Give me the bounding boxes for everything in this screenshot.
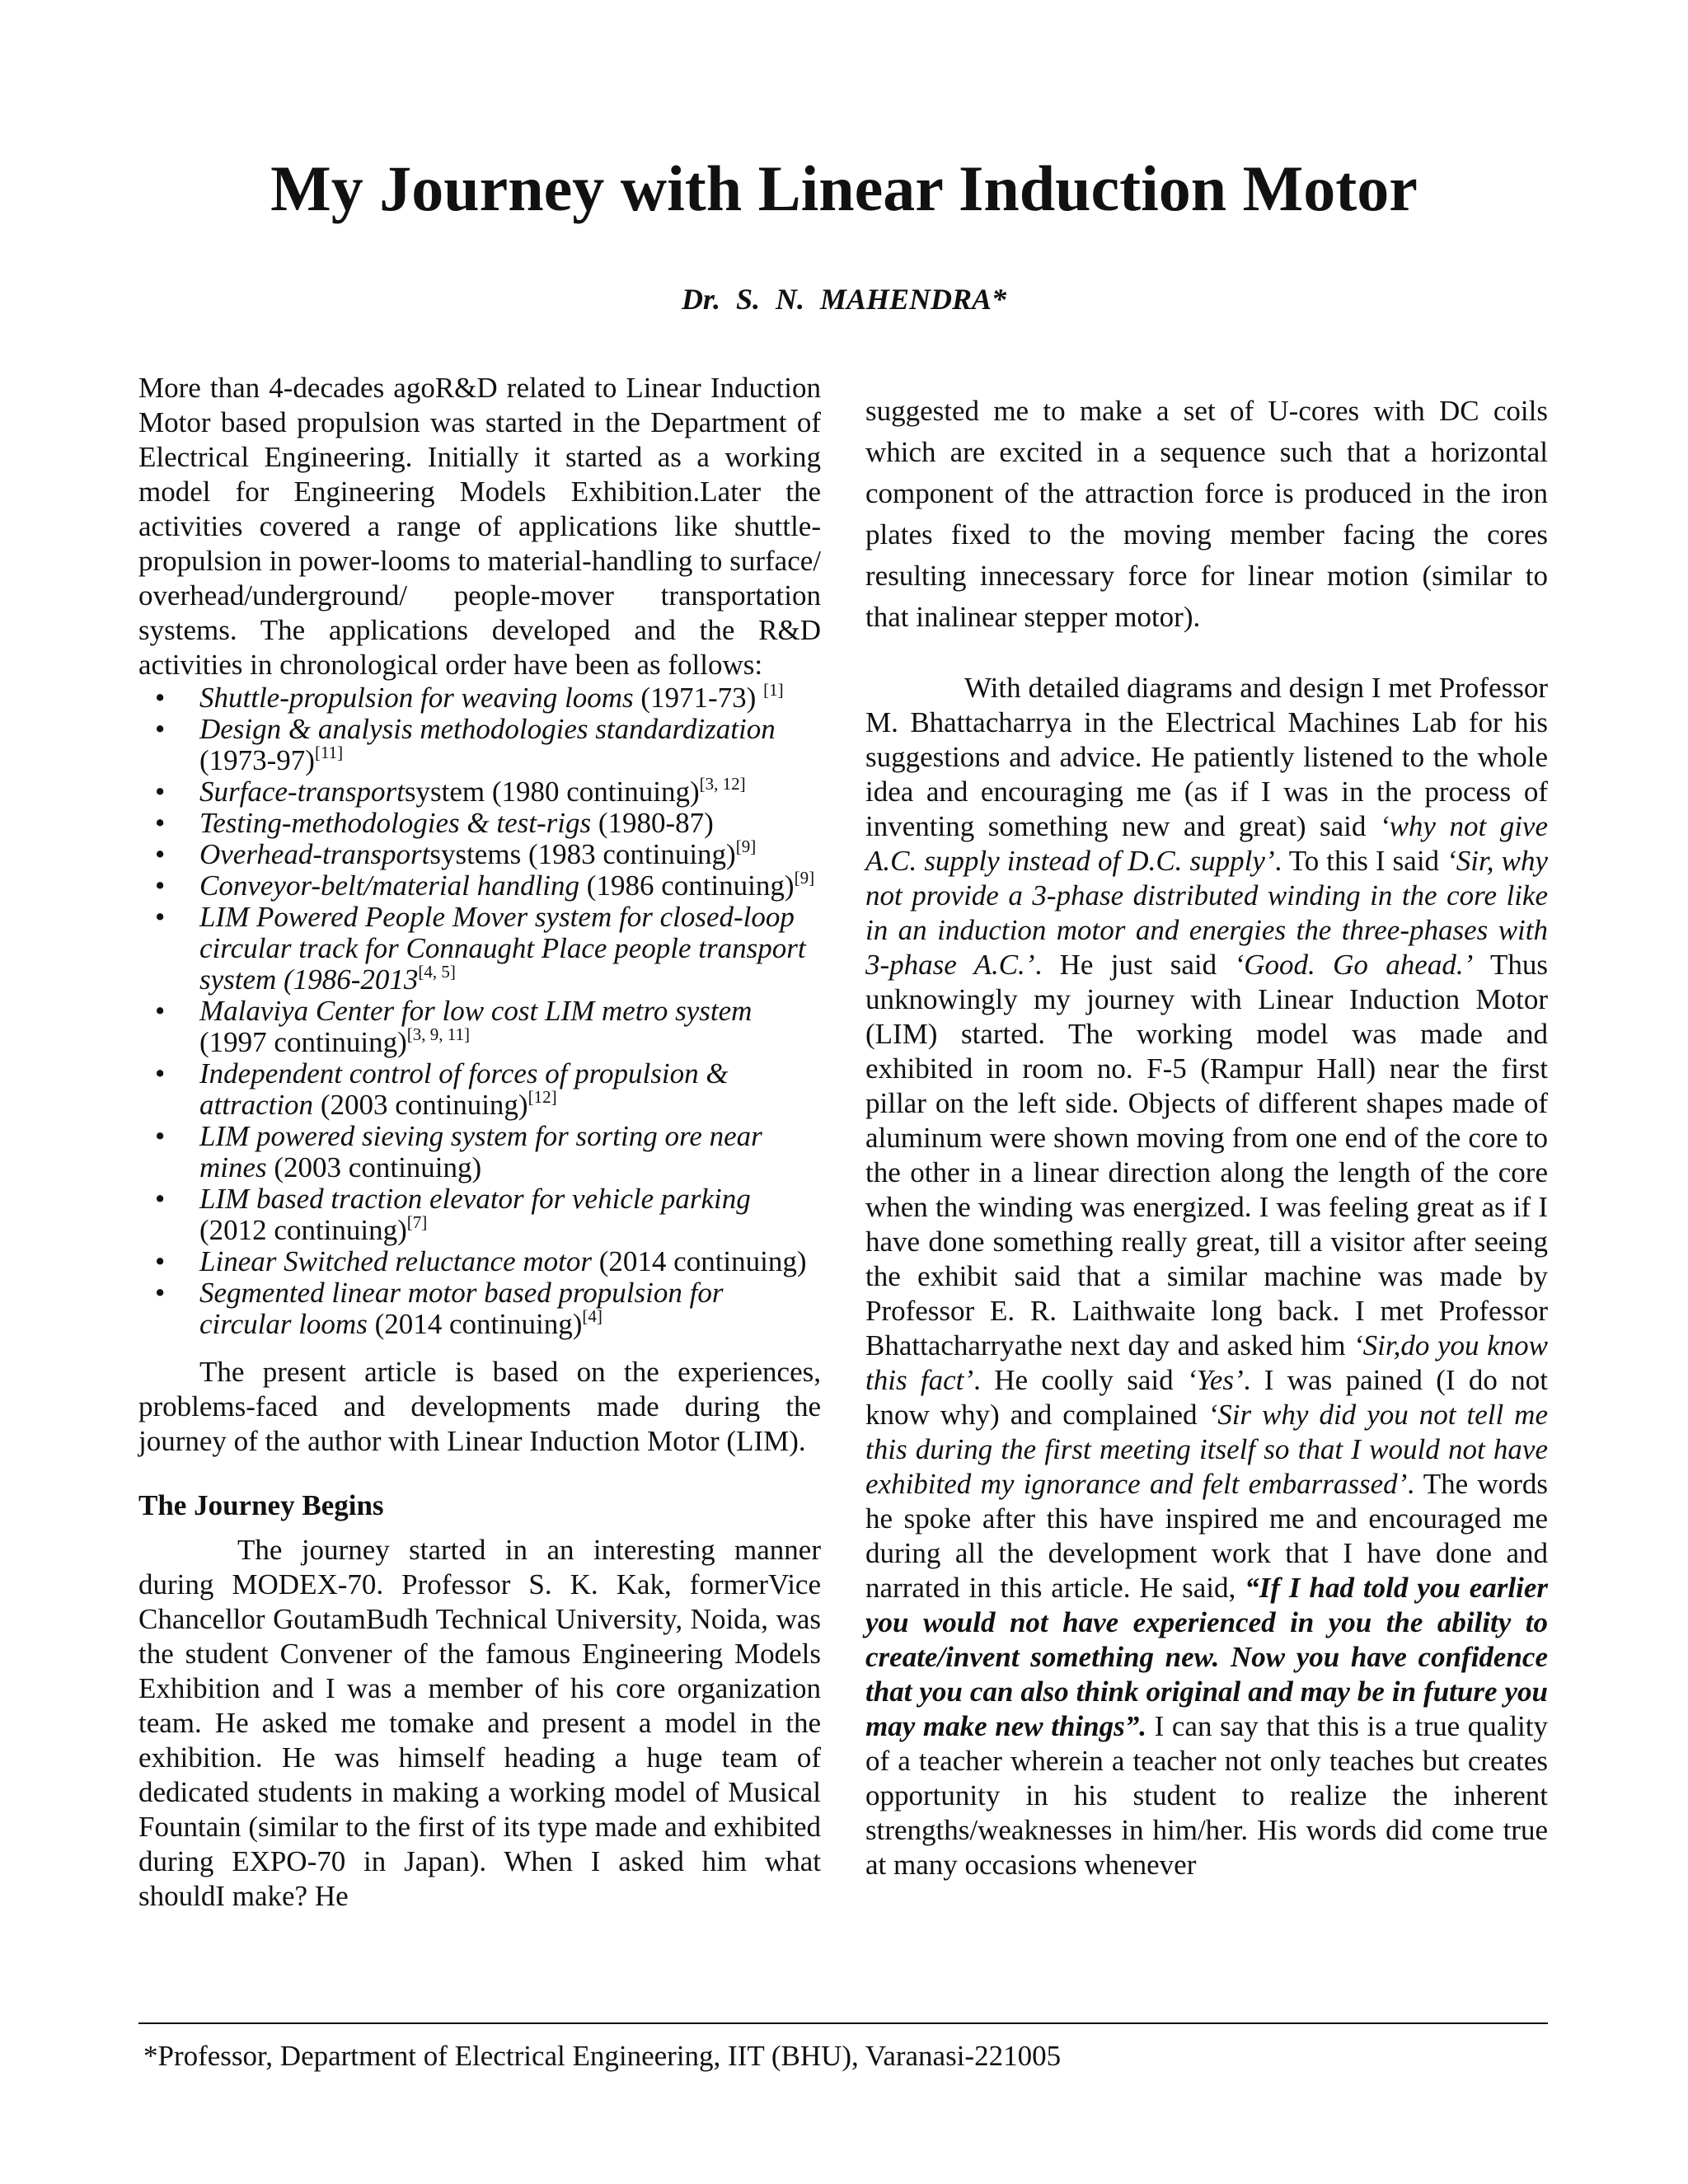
list-item: • Shuttle-propulsion for weaving looms (1971-73) [1]	[138, 682, 821, 714]
applications-list	[138, 682, 821, 1340]
footnote-divider	[138, 2022, 1548, 2024]
author-name: Dr. S. N. MAHENDRA*	[681, 283, 1007, 316]
author-footnote: *Professor, Department of Electrical Engineering, IIT (BHU), Varanasi-221005	[143, 2040, 1062, 2072]
list-item: • LIM powered sieving system for sorting ore near mines (2003 continuing)	[138, 1121, 821, 1183]
list-item: • Segmented linear motor based propulsion for circular looms (2014 continuing)[4]	[138, 1277, 821, 1340]
section-heading: The Journey Begins	[138, 1489, 384, 1521]
list-item: • Testing-methodologies & test-rigs (1980-87)	[138, 808, 821, 839]
right-column	[865, 391, 1548, 1882]
paper-title: My Journey with Linear Induction Motor	[270, 152, 1418, 224]
left-column	[138, 371, 821, 1914]
list-item: • Conveyor-belt/material handling (1986 continuing)[9]	[138, 870, 821, 902]
list-item: • LIM Powered People Mover system for closed-loop circular track for Connaught Place people transport system (1986-2013[4, 5]	[138, 902, 821, 996]
list-item: • Design & analysis methodologies standardization (1973-97)[11]	[138, 714, 821, 776]
list-item: • Independent control of forces of propulsion & attraction (2003 continuing)[12]	[138, 1058, 821, 1121]
right-paragraph-1: suggested me to make a set of U-cores with DC coils which are excited in a sequence such that a horizontal component of the attraction force is produced in the iron plates fixed to the moving member facing the cores resulting innecessary force for linear motion (similar to that inalinear stepper motor).	[865, 395, 1548, 633]
journey-paragraph: The journey started in an interesting manner during MODEX-70. Professor S. K. Kak, formerVice Chancellor GoutamBudh Technical University, Noida, was the student Convener of the famous Engineering Models Exhibition and I was a member of his core organization team. He asked me tomake and present a model in the exhibition. He was himself heading a huge team of dedicated students in making a working model of Musical Fountain (similar to the first of its type made and exhibited during EXPO-70 in Japan). When I asked him what shouldI make? He	[138, 1534, 821, 1912]
right-paragraph-2: With detailed diagrams and design I met Professor M. Bhattacharrya in the Electrical Machines Lab for his suggestions and advice. He patiently listened to the whole idea and encouraging me (as if I was in the process of inventing something new and great) said ‘why not give A.C. supply instead of D.C. supply’. To this I said ‘Sir, why not provide a 3-phase distributed winding in the core like in an induction motor and energies the three-phases with 3-phase A.C.’. He just said ‘Good. Go ahead.’ Thus unknowingly my journey with Linear Induction Motor (LIM) started. The working model was made and exhibited in room no. F-5 (Rampur Hall) near the first pillar on the left side. Objects of different shapes made of aluminum were shown moving from one end of the core to the other in a linear direction along the length of the core when the winding was energized. I was feeling great as if I have done something really great, till a visitor after seeing the exhibit said that a similar machine was made by Professor E. R. Laithwaite long back. I met Professor Bhattacharryathe next day and asked him ‘Sir,do you know this fact’. He coolly said ‘Yes’. I was pained (I do not know why) and complained ‘Sir why did you not tell me this during the first meeting itself so that I would not have exhibited my ignorance and felt embarrassed’. The words he spoke after this have inspired me and encouraged me during all the development work that I have done and narrated in this article. He said, “If I had told you earlier you would not have experienced in you the ability to create/invent something new. Now you have confidence that you can also think original and may be in future you may make new things”. I can say that this is a true quality of a teacher wherein a teacher not only teaches but creates opportunity in his student to realize the inherent strengths/weaknesses in him/her. His words did come true at many occasions whenever	[865, 672, 1548, 1881]
list-item: • Malaviya Center for low cost LIM metro system (1997 continuing)[3, 9, 11]	[138, 996, 821, 1058]
list-item: • Linear Switched reluctance motor (2014 continuing)	[138, 1246, 821, 1277]
list-item: • Overhead-transportsystems (1983 continuing)[9]	[138, 839, 821, 870]
present-article-paragraph: The present article is based on the experiences, problems-faced and developments made during the journey of the author with Linear Induction Motor (LIM).	[138, 1356, 821, 1457]
list-item: • Surface-transportsystem (1980 continuing)[3, 12]	[138, 776, 821, 808]
intro-paragraph: More than 4-decades agoR&D related to Linear Induction Motor based propulsion was started in the Department of Electrical Engineering. Initially it started as a working model for Engineering Models Exhibition.Later the activities covered a range of applications like shuttle-propulsion in power-looms to material-handling to surface/ overhead/underground/ people-mover transportation systems. The applications developed and the R&D activities in chronological order have been as follows:	[138, 372, 821, 681]
list-item: • LIM based traction elevator for vehicle parking (2012 continuing)[7]	[138, 1183, 821, 1246]
